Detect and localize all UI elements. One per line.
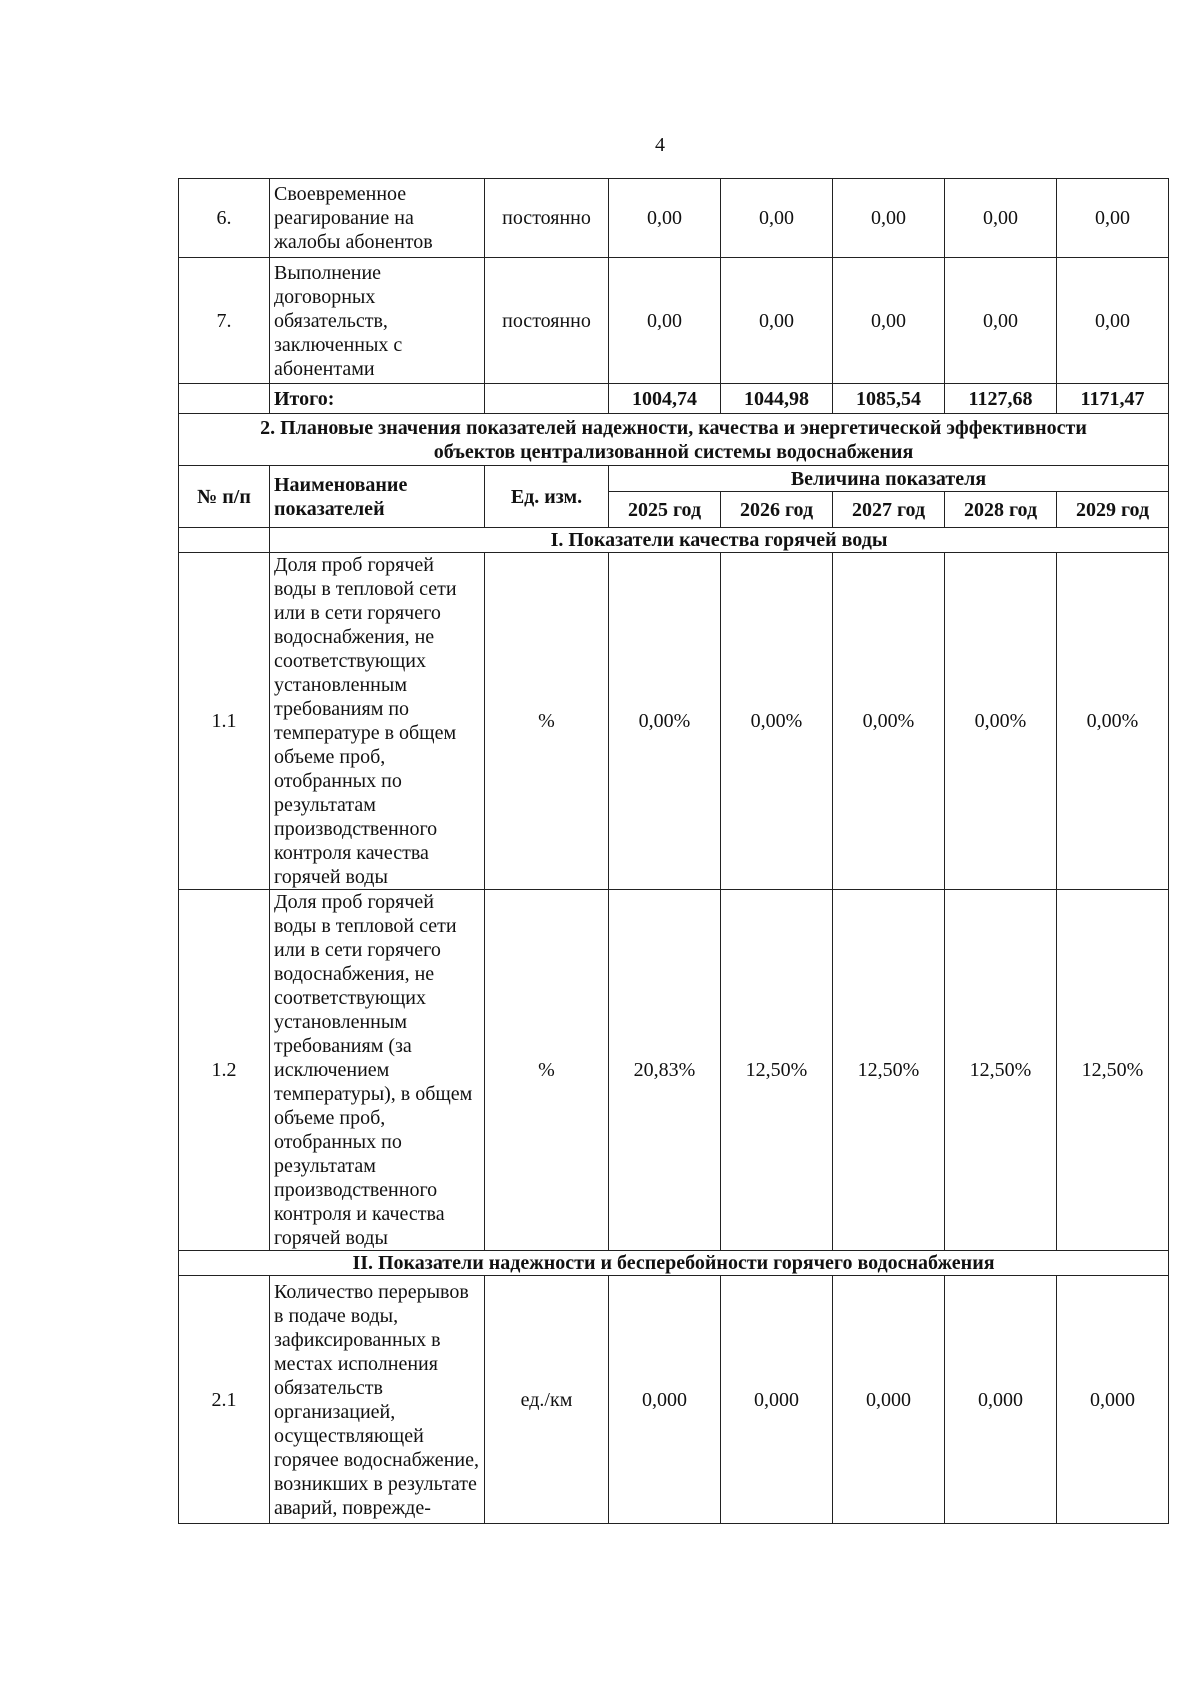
section-2-title: 2. Плановые значения показателей надежности, качества и энергетической эффективности объектов централизованной системы водоснабжения	[179, 414, 1169, 466]
total-value: 1171,47	[1057, 384, 1169, 414]
value-cell: 0,00	[945, 258, 1057, 384]
header-year: 2029 год	[1057, 492, 1169, 528]
table-row	[179, 1276, 1169, 1524]
indicators-table	[178, 178, 1169, 1524]
header-value-group: Величина показателя	[609, 466, 1169, 492]
value-cell: 0,00%	[945, 553, 1057, 890]
subsection-row	[179, 1251, 1169, 1276]
value-cell: 0,000	[833, 1276, 945, 1524]
value-cell: 0,00	[1057, 179, 1169, 258]
subsection-row	[179, 528, 1169, 553]
value-cell: 0,000	[1057, 1276, 1169, 1524]
subsection-1-title: I. Показатели качества горячей воды	[270, 528, 1169, 553]
value-cell: 0,000	[945, 1276, 1057, 1524]
value-cell: 0,00	[833, 179, 945, 258]
value-cell: 0,00	[833, 258, 945, 384]
header-number: № п/п	[179, 466, 270, 528]
empty-cell	[179, 384, 270, 414]
value-cell: 0,00	[609, 258, 721, 384]
unit-cell: %	[485, 553, 609, 890]
indicator-name: Выполнение договорных обязательств, заключенных с абонентами	[270, 258, 485, 384]
value-cell: 20,83%	[609, 890, 721, 1251]
table-row	[179, 258, 1169, 384]
total-label: Итого:	[270, 384, 485, 414]
indicator-name: Доля проб горячей воды в тепловой сети или в сети горячего водоснабжения, не соответствующих установленным требованиям по температуре в общем объеме проб, отобранных по результатам производственного контроля качества горячей воды	[270, 553, 485, 890]
header-year: 2025 год	[609, 492, 721, 528]
unit-cell: постоянно	[485, 258, 609, 384]
header-name: Наименование показателей	[270, 466, 485, 528]
value-cell: 0,00%	[1057, 553, 1169, 890]
total-value: 1044,98	[721, 384, 833, 414]
unit-cell: %	[485, 890, 609, 1251]
section-title-row	[179, 414, 1169, 466]
header-row	[179, 466, 1169, 492]
row-number: 1.2	[179, 890, 270, 1251]
value-cell: 0,000	[721, 1276, 833, 1524]
value-cell: 0,00	[1057, 258, 1169, 384]
subsection-2-title: II. Показатели надежности и бесперебойности горячего водоснабжения	[179, 1251, 1169, 1276]
row-number: 1.1	[179, 553, 270, 890]
empty-cell	[179, 528, 270, 553]
header-year: 2027 год	[833, 492, 945, 528]
value-cell: 0,00	[721, 258, 833, 384]
total-value: 1127,68	[945, 384, 1057, 414]
value-cell: 0,00%	[833, 553, 945, 890]
total-value: 1085,54	[833, 384, 945, 414]
header-year: 2028 год	[945, 492, 1057, 528]
row-number: 7.	[179, 258, 270, 384]
unit-cell: постоянно	[485, 179, 609, 258]
indicator-name: Своевременное реагирование на жалобы абонентов	[270, 179, 485, 258]
unit-cell: ед./км	[485, 1276, 609, 1524]
page-number: 4	[655, 134, 665, 156]
indicator-name: Доля проб горячей воды в тепловой сети или в сети горячего водоснабжения, не соответствующих установленным требованиям (за исключением температуры), в общем объеме проб, отобранных по результатам производственного контроля и качества горячей воды	[270, 890, 485, 1251]
total-row	[179, 384, 1169, 414]
value-cell: 12,50%	[945, 890, 1057, 1251]
value-cell: 12,50%	[833, 890, 945, 1251]
table-row	[179, 553, 1169, 890]
row-number: 6.	[179, 179, 270, 258]
indicator-name: Количество перерывов в подаче воды, зафиксированных в местах исполнения обязательств организацией, осуществляющей горячее водоснабжение, возникших в результате аварий, поврежде-	[270, 1276, 485, 1524]
value-cell: 0,00	[945, 179, 1057, 258]
total-value: 1004,74	[609, 384, 721, 414]
value-cell: 12,50%	[721, 890, 833, 1251]
empty-cell	[485, 384, 609, 414]
header-unit: Ед. изм.	[485, 466, 609, 528]
value-cell: 0,00	[609, 179, 721, 258]
value-cell: 0,00%	[721, 553, 833, 890]
row-number: 2.1	[179, 1276, 270, 1524]
table-row	[179, 890, 1169, 1251]
value-cell: 0,00%	[609, 553, 721, 890]
value-cell: 0,00	[721, 179, 833, 258]
table-row	[179, 179, 1169, 258]
value-cell: 12,50%	[1057, 890, 1169, 1251]
value-cell: 0,000	[609, 1276, 721, 1524]
header-year: 2026 год	[721, 492, 833, 528]
